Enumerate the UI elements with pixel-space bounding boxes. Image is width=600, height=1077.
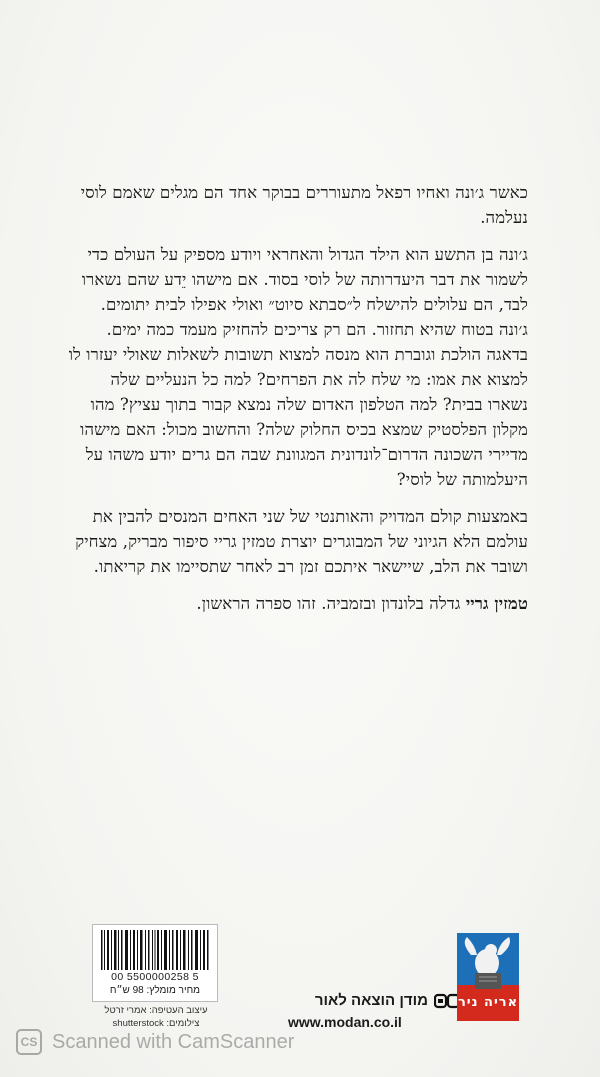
blurb-paragraph-1: כאשר ג׳ונה ואחיו רפאל מתעוררים בבוקר אחד הם מגלים שאמם לוסי נעלמה. <box>80 183 528 227</box>
series-logo <box>457 933 519 1021</box>
publisher-block <box>288 992 456 1032</box>
publisher-url: www.modan.co.il <box>288 1014 402 1030</box>
blurb-paragraph-2: ג׳ונה בן התשע הוא הילד הגדול והאחראי ויודע מספיק על העולם כדי לשמור את דבר היעדרותה של לוסי בסוד. אם מישהו יֵדע שהם נשארו לבד, הם עלולים להישלח ל״סבתא סיוט״ ואולי אפילו לבית יתומים. ג׳ונה בטוח שהיא תחזור. הם רק צריכים להחזיק מעמד כמה ימים. בדאגה הולכת וגוברת הוא מנסה למצוא תשובות לשאלות שאולי יעזרו לו למצוא את אמו: מי שלח לה את הפרחים? למה כל הנעליים שלה נשארו בבית? למה הטלפון האדום שלה נמצא קבור בתוך עציץ? מהו מקלון הפלסטיק שמצא בכיס החלוק שלה? והחשוב מכול: האם מישהו מדיירי השכונה הדרום־לונדונית המגוונת שבה הם גרים יודע משהו על היעלמותה של לוסי? <box>68 245 528 489</box>
barcode-number: 00 5500000258 5 <box>111 971 199 983</box>
cover-blurb <box>68 180 528 628</box>
series-label: אריה ניר <box>457 995 519 1010</box>
photo-credit: צילומים: shutterstock <box>112 1018 200 1029</box>
watermark-text: Scanned with CamScanner <box>52 1030 295 1053</box>
publisher-name-text: מודן הוצאה לאור <box>314 992 428 1009</box>
camscanner-icon: CS <box>16 1029 42 1055</box>
author-bio-text: גדלה בלונדון ובזמביה. זהו ספרה הראשון. <box>196 594 466 613</box>
barcode-icon <box>99 930 211 970</box>
author-name: טמזין גריי <box>465 593 528 613</box>
cover-design-credit: עיצוב העטיפה: אמרי זרטל <box>104 1005 208 1016</box>
scanner-watermark <box>16 1027 294 1057</box>
blurb-paragraph-3: באמצעות קולם המדויק והאותנטי של שני האחים המנסים להבין את עולמם הלא הגיוני של המבוגרים יוצרת טמזין גריי סיפור מבריק, מצחיק ושובר את הלב, שיישאר איתכם זמן רב לאחר שתסיימו את קריאתו. <box>75 507 528 576</box>
author-bio <box>68 591 528 616</box>
barcode-sticker <box>92 924 218 1002</box>
recommended-price: מחיר מומלץ: 98 ש״ח <box>109 985 201 996</box>
